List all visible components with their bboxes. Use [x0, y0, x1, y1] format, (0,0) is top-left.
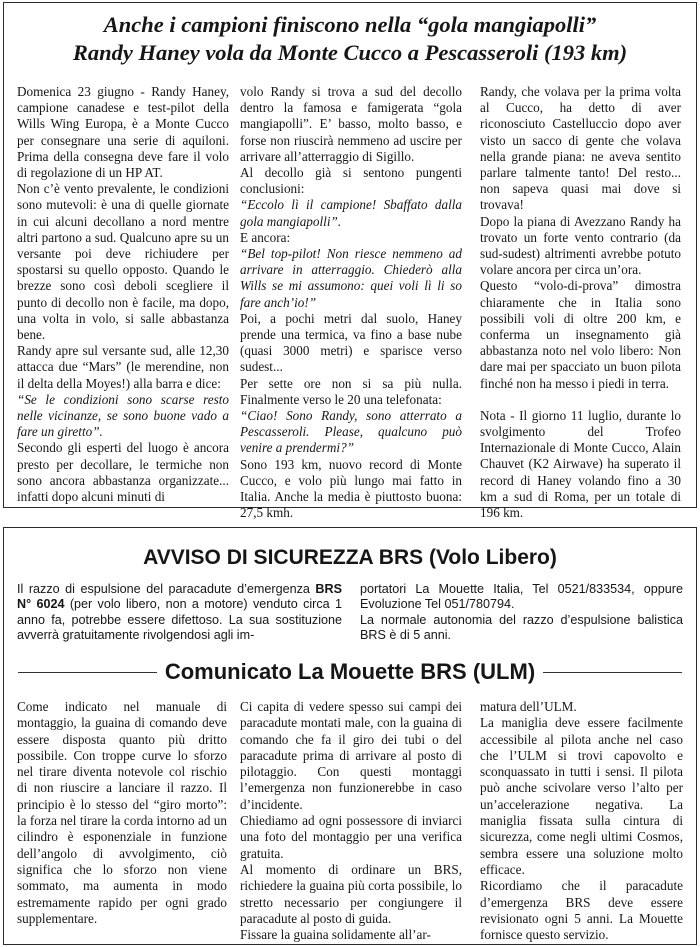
safety-notice-title: AVVISO DI SICUREZZA BRS (Volo Libero) — [143, 546, 557, 569]
quote: “Se le condizioni sono scarse resto nelle vicinanze, se sono buone vado a fare un giretto”. — [17, 391, 229, 440]
communique-column-3 — [480, 699, 683, 943]
article-column-3 — [480, 84, 681, 521]
paragraph: Randy, che volava per la prima volta al Cucco, ha detto di aver riconosciuto Castelluccio dopo aver visto un sacco di gente che volava nella grande piana: ne aveva sentito parlare talmente tanto! Del resto... non sapeva quasi mai dove si trovava! — [480, 84, 681, 213]
paragraph: Al decollo già si sentono pungenti conclusioni: — [240, 165, 462, 197]
paragraph: matura dell’ULM. — [480, 699, 577, 714]
paragraph: Randy apre sul versante sud, alle 12,30 attacca due “Mars” (le merendine, non il delta della Moyes!) alla barra e dice: — [17, 343, 229, 391]
importer-contacts: portatori La Mouette Italia, Tel 0521/833534, oppure Evoluzione Tel 051/780794. — [360, 582, 683, 612]
paragraph: Domenica 23 giugno - Randy Haney, campione canadese e test-pilot della Wills Wing Europa, è a Monte Cucco per consegnare una serie di aquiloni. Prima della consegna deve fare il volo di regolazione di un HP AT. — [17, 84, 229, 181]
paragraph: Come indicato nel manuale di montaggio, la guaina di comando deve essere disposta quanto più dritto possibile. Con troppe curve lo sforzo nel tirare diventa notevole col rischio di non riuscire a lanciare il razzo. Il principio è lo stesso del “giro morto”: la forza nel tirare la corda intorno ad un cilindro è esponenziale in funzione dell’angolo di avvolgimento, ciò significa che lo sforzo non viene sommato, ma aumenta in modo estremamente rapido per ogni grado supplementare. — [17, 699, 227, 926]
article-column-1 — [17, 84, 229, 505]
safety-notice-right — [360, 582, 683, 644]
paragraph: Al momento di ordinare un BRS, richiedere la guaina più corta possibile, lo stretto necessario per congiungere il paracadute al posto di guida. — [240, 861, 462, 926]
paragraph: Fissare la guaina solidamente all’ar- — [240, 927, 431, 943]
note-paragraph: Nota - Il giorno 11 luglio, durante lo svolgimento del Trofeo Internazionale di Monte Cucco, Alain Chauvet (K2 Airwave) ha superato il record di Haney volando fino a 30 km a sud di Roma, per un totale di 196 km. — [480, 407, 681, 521]
communique-title — [18, 656, 682, 688]
article-title-line-1: Anche i campioni finiscono nella “gola mangiapolli” — [103, 12, 597, 37]
article-column-2 — [240, 84, 462, 521]
communique-column-2 — [240, 699, 462, 943]
paragraph: Chiediamo ad ogni possessore di inviarci una foto del montaggio per una verifica gratuita. — [240, 813, 462, 861]
article-title-line-2: Randy Haney vola da Monte Cucco a Pescasseroli (193 km) — [72, 40, 628, 65]
paragraph: volo Randy si trova a sud del decollo dentro la famosa e famigerata “gola mangiapolli”. E’ basso, molto basso, e forse non riuscirà nemmeno ad uscire per arrivare all’atterraggio di Sigillo. — [240, 84, 462, 164]
communique-header — [18, 656, 682, 688]
paragraph: Sono 193 km, nuovo record di Monte Cucco, e volo più lungo mai fatto in Italia. Anche la media è piuttosto buona: 27,5 kmh. — [240, 456, 462, 521]
paragraph: E ancora: — [240, 229, 291, 245]
paragraph: Non c’è vento prevalente, le condizioni sono mutevoli: è una di quelle giornate in cui alcuni decollano a nord mentre altri partono a sud. Qualcuno apre su un versante poi deve richiudere per spostarsi su quello opposto. Quando le brezze sono così deboli scegliere il punto di decollo non è facile, ma dopo, una volta in volo, si salle abbastanza bene. — [17, 181, 229, 343]
notice-rest: (per volo libero, non a motore) venduto circa 1 anno fa, potrebbe essere difettoso. La sua sostituzione avverrà gratuitamente rivolgendosi agli im- — [17, 597, 343, 643]
communique-column-1 — [17, 699, 227, 927]
brs-serial: BRS N° 6024 — [17, 582, 343, 612]
communique-title-text: Comunicato La Mouette BRS (ULM) — [157, 659, 543, 684]
paragraph: Dopo la piana di Avezzano Randy ha trovato un forte vento contrario (da sud-sudest) altrimenti avrebbe potuto volare ancora per circa un’ora. — [480, 213, 681, 278]
notice-intro: Il razzo di espulsione del paracadute d’emergenza — [17, 582, 310, 596]
safety-notice-left — [17, 582, 342, 644]
paragraph: La maniglia deve essere facilmente accessibile al pilota anche nel caso che l’ULM si trovi capovolto e sconquassato in tutti i sensi. Il pilota può anche scivolare verso l’alto per un’accelerazione negativa. La maniglia fissata sulla cintura di sicurezza, come negli ultimi Cosmos, sembra essere una soluzione molto efficace. — [480, 715, 683, 877]
paragraph: Per sette ore non si sa più nulla. Finalmente verso le 20 una telefonata: — [240, 375, 462, 407]
autonomy-note: La normale autonomia del razzo d’espulsione balistica BRS è di 5 anni. — [360, 612, 683, 643]
quote: “Bel top-pilot! Non riesce nemmeno ad arrivare in atterraggio. Chiederò alla Wills se mi assumono: quei voli lì li so fare anch’io!” — [240, 246, 462, 310]
paragraph: Poi, a pochi metri dal suolo, Haney prende una termica, va fino a base nube (quasi 3000 metri) e sparisce verso sudest... — [240, 310, 462, 375]
paragraph: Secondo gli esperti del luogo è ancora presto per decollare, le termiche non sono ancora abbastanza organizzate... infatti dopo alcuni minuti di — [17, 440, 229, 505]
safety-notice-text — [17, 582, 342, 644]
quote: “Ciao! Sono Randy, sono atterrato a Pescasseroli. Please, qualcuno può venire a prendermi?” — [240, 408, 462, 456]
paragraph: Ci capita di vedere spesso sui campi dei paracadute montati male, con la guaina di comando che fa il giro dei tubi o del paracadute prima di arrivare al posto di pilotaggio. Con questi montaggi l’emergenza non funzionerebbe in caso d’incidente. — [240, 699, 462, 812]
quote: “Eccolo lì il campione! Sbaffato dalla gola mangiapolli”. — [240, 197, 462, 229]
paragraph: Ricordiamo che il paracadute d’emergenza BRS deve essere revisionato ogni 5 anni. La Mouette fornisce questo servizio. — [480, 878, 683, 943]
paragraph: Questo “volo-di-prova” dimostra chiaramente che in Italia sono possibili voli di oltre 200 km, e conferma un insegnamento già abbastanza noto nel volo libero: Non dare mai per spacciato un buon pilota finché non ha messo i piedi in terra. — [480, 278, 681, 391]
